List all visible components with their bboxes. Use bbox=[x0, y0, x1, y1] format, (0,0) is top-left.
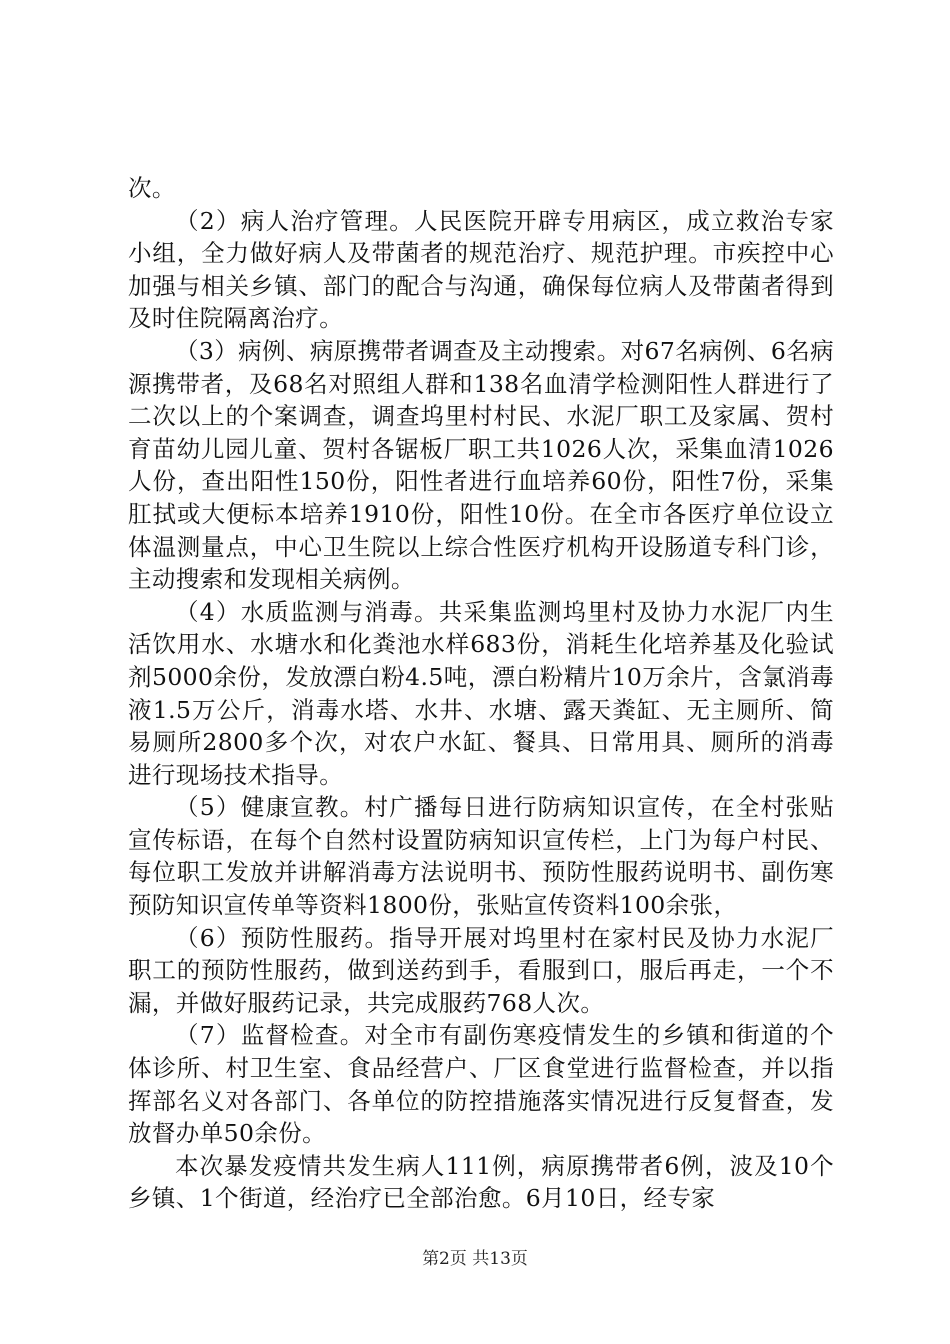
paragraph-patient-treatment: （2）病人治疗管理。人民医院开辟专用病区，成立救治专家小组，全力做好病人及带菌者的规范治疗、规范护理。市疾控中心加强与相关乡镇、部门的配合与沟通，确保每位病人及带菌者得到及时住院隔离治疗。 bbox=[128, 206, 834, 333]
paragraph-health-education: （5）健康宣教。村广播每日进行防病知识宣传，在全村张贴宣传标语，在每个自然村设置防病知识宣传栏，上门为每户村民、每位职工发放并讲解消毒方法说明书、预防性服药说明书、副伤寒预防知识宣传单等资料1800份，张贴宣传资料100余张， bbox=[128, 793, 834, 920]
paragraph-case-investigation: （3）病例、病原携带者调查及主动搜索。对67名病例、6名病源携带者，及68名对照组人群和138名血清学检测阳性人群进行了二次以上的个案调查，调查坞里村村民、水泥厂职工及家属、贺村育苗幼儿园儿童、贺村各锯板厂职工共1026人次，采集血清1026人份，查出阳性150份，阳性者进行血培养60份，阳性7份，采集肛拭或大便标本培养1910份，阳性10份。在全市各医疗单位设立体温测量点，中心卫生院以上综合性医疗机构开设肠道专科门诊，主动搜索和发现相关病例。 bbox=[128, 336, 834, 594]
page-number-footer: 第2页 共13页 bbox=[422, 1249, 528, 1269]
paragraph-outbreak-summary: 本次暴发疫情共发生病人111例，病原携带者6例，波及10个乡镇、1个街道，经治疗已全部治愈。6月10日，经专家 bbox=[128, 1151, 834, 1213]
paragraph-continuation: 次。 bbox=[128, 174, 176, 202]
paragraph-supervision: （7）监督检查。对全市有副伤寒疫情发生的乡镇和街道的个体诊所、村卫生室、食品经营户、厂区食堂进行监督检查，并以指挥部名义对各部门、各单位的防控措施落实情况进行反复督查，发放督办单50余份。 bbox=[128, 1021, 834, 1148]
paragraph-water-monitoring: （4）水质监测与消毒。共采集监测坞里村及协力水泥厂内生活饮用水、水塘水和化粪池水样683份，消耗生化培养基及化验试剂5000余份，发放漂白粉4.5吨，漂白粉精片10万余片，含氯消毒液1.5万公斤，消毒水塔、水井、水塘、露天粪缸、无主厕所、简易厕所2800多个次，对农户水缸、餐具、日常用具、厕所的消毒进行现场技术指导。 bbox=[128, 597, 834, 789]
document-body bbox=[128, 172, 834, 1215]
paragraph-preventive-medication: （6）预防性服药。指导开展对坞里村在家村民及协力水泥厂职工的预防性服药，做到送药到手，看服到口，服后再走，一个不漏，并做好服药记录，共完成服药768人次。 bbox=[128, 923, 834, 1017]
